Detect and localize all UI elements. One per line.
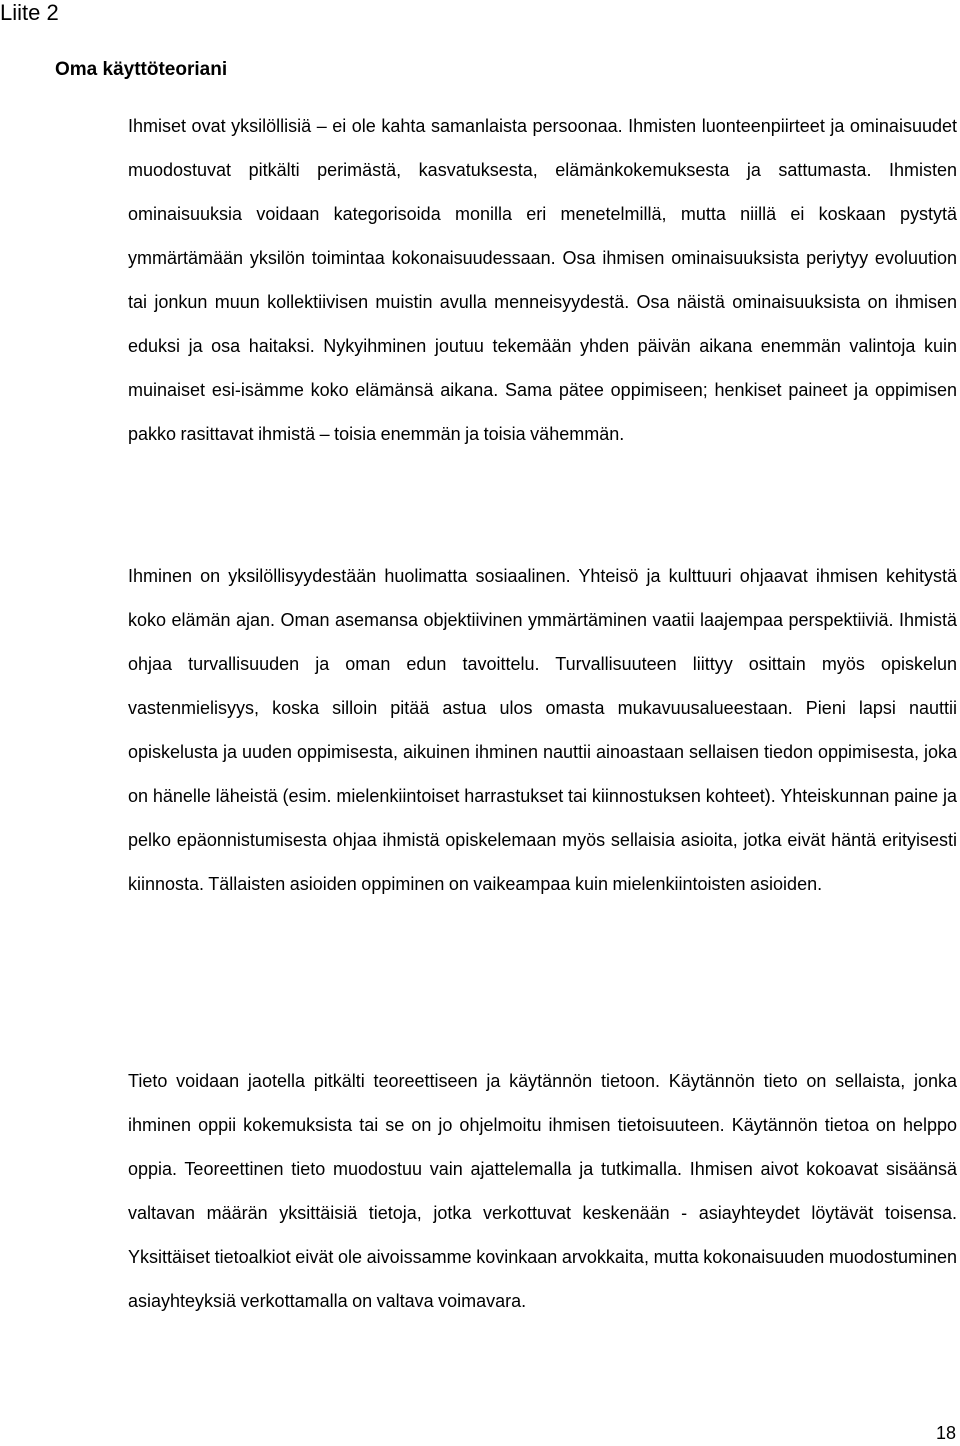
section-title: Oma käyttöteoriani (55, 59, 228, 80)
body-paragraph: Ihminen on yksilöllisyydestään huolimatta sosiaalinen. Yhteisö ja kulttuuri ohjaavat ihmisen kehitystä koko elämän ajan. Oman asemansa objektiivinen ymmärtäminen vaatii laajempaa perspektiiviä. Ihmistä ohjaa turvallisuuden ja oman edun tavoittelu. Turvallisuuteen liittyy osittain myös opiskelun vastenmielisyys, koska silloin pitää astua ulos omasta mukavuusalueestaan. Pieni lapsi nauttii opiskelusta ja uuden oppimisesta, aikuinen ihminen nauttii ainoastaan sellaisen tiedon oppimisesta, joka on hänelle läheistä (esim. mielenkiintoiset harrastukset tai kiinnostuksen kohteet). Yhteiskunnan paine ja pelko epäonnistumisesta ohjaa ihmistä opiskelemaan myös sellaisia asioita, jotka eivät häntä erityisesti kiinnosta. Tällaisten asioiden oppiminen on vaikeampaa kuin mielenkiintoisten asioiden. (128, 566, 957, 894)
body-paragraph: Ihmiset ovat yksilöllisiä – ei ole kahta samanlaista persoonaa. Ihmisten luonteenpiirteet ja ominaisuudet muodostuvat pitkälti perimästä, kasvatuksesta, elämänkokemuksesta ja sattumasta. Ihmisten ominaisuuksia voidaan kategorisoida monilla eri menetelmillä, mutta niillä ei koskaan pystytä ymmärtämään yksilön toimintaa kokonaisuudessaan. Osa ihmisen ominaisuuksista periytyy evoluution tai jonkun muun kollektiivisen muistin avulla menneisyydestä. Osa näistä ominaisuuksista on ihmisen eduksi ja osa haitaksi. Nykyihminen joutuu tekemään yhden päivän aikana enemmän valintoja kuin muinaiset esi-isämme koko elämänsä aikana. Sama pätee oppimiseen; henkiset paineet ja oppimisen pakko rasittavat ihmistä – toisia enemmän ja toisia vähemmän. (128, 116, 957, 444)
body-paragraph: Tieto voidaan jaotella pitkälti teoreettiseen ja käytännön tietoon. Käytännön tieto on sellaista, jonka ihminen oppii kokemuksista tai se on jo ohjelmoitu ihmisen tietoisuuteen. Käytännön tietoa on helppo oppia. Teoreettinen tieto muodostuu vain ajattelemalla ja tutkimalla. Ihmisen aivot kokoavat sisäänsä valtavan määrän yksittäisiä tietoja, jotka verkottuvat keskenään - asiayhteydet löytävät toisensa. Yksittäiset tietoalkiot eivät ole aivoissamme kovinkaan arvokkaita, mutta kokonaisuuden muodostuminen asiayhteyksiä verkottamalla on valtava voimavara. (128, 1071, 957, 1311)
appendix-title: Liite 2 (0, 0, 59, 25)
page-number: 18 (935, 1423, 956, 1443)
